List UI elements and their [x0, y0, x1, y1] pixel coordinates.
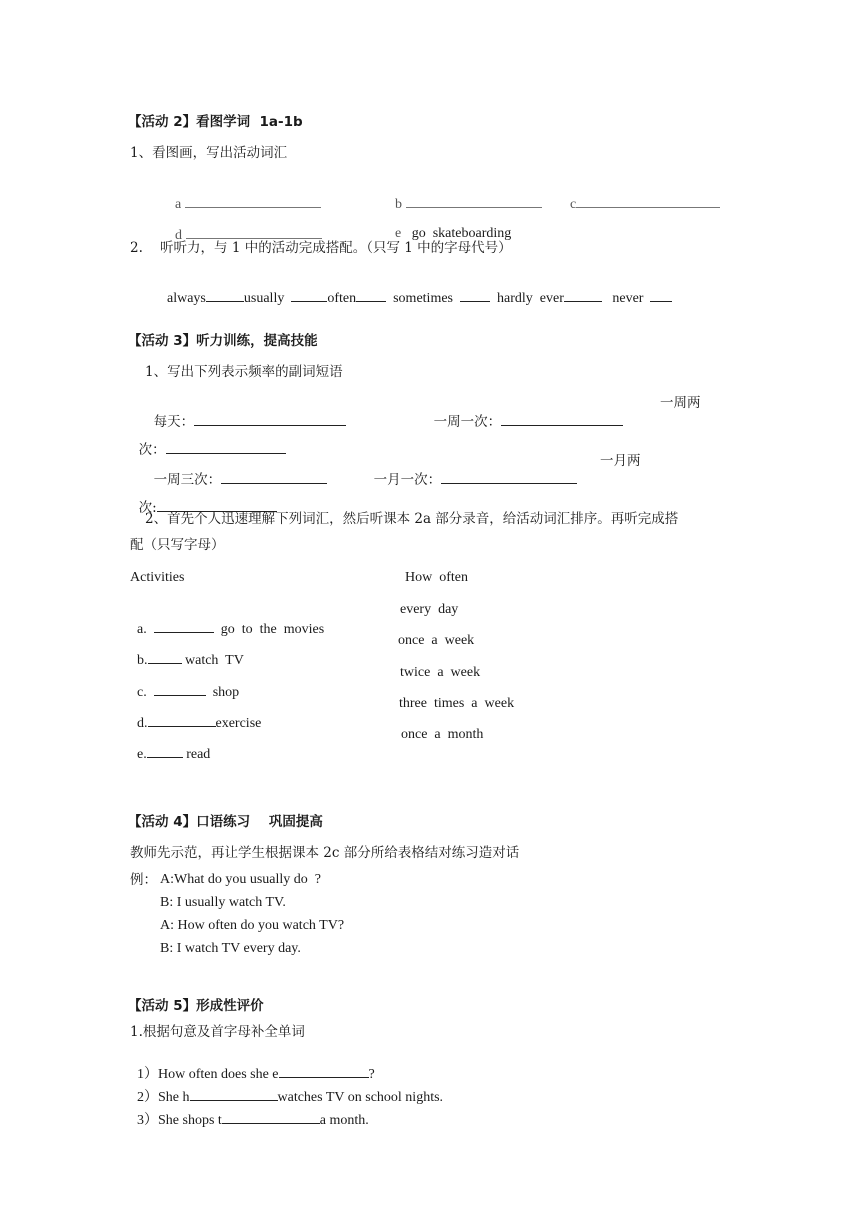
row-letter: b. [137, 653, 148, 668]
dialog-line-1: A:What do you usually do ? [160, 872, 321, 887]
row-activity: shop [212, 685, 240, 700]
activity-4-heading: 【活动 4】口语练习 巩固提高 [128, 814, 323, 830]
row-letter: e. [137, 747, 147, 762]
frequency-row [160, 270, 672, 308]
activity-2-heading: 【活动 2】看图学词 1a-1b [128, 114, 303, 130]
row-activity: exercise [215, 716, 262, 731]
item-text-before: She shops t [158, 1113, 222, 1128]
answer-line-d[interactable] [186, 225, 322, 239]
matching-row-e [130, 726, 210, 764]
answer-line-b[interactable] [406, 194, 542, 208]
activity-5-question-1: 1.根据句意及首字母补全单词 [130, 1024, 305, 1040]
dialog-line-2: B: I usually watch TV. [160, 895, 286, 910]
activity-5-heading: 【活动 5】形成性评价 [128, 998, 264, 1014]
row-letter: a. [137, 622, 147, 637]
row-blank[interactable] [154, 682, 206, 696]
column-how-often: How often [405, 570, 468, 585]
twice-week-label-2: 次： [138, 442, 166, 458]
activity-4-intro: 教师先示范，再让学生根据课本 2c 部分所给表格结对练习造对话 [130, 845, 520, 861]
item-text-after: ? [368, 1067, 375, 1082]
row-activity: read [186, 747, 211, 762]
row-blank[interactable] [154, 619, 214, 633]
answer-line-c[interactable] [576, 194, 720, 208]
freq-blank-5[interactable] [564, 288, 602, 302]
item-e [388, 207, 511, 243]
blank-c[interactable] [563, 176, 720, 214]
freq-blank-4[interactable] [460, 288, 490, 302]
twice-week-label-1: 一周两 [660, 395, 701, 411]
once-week-prompt [425, 394, 623, 431]
once-week-blank[interactable] [501, 412, 623, 426]
blank-label-b: b [395, 197, 402, 212]
freq-blank-3[interactable] [356, 288, 386, 302]
dialog-line-4: B: I watch TV every day. [160, 941, 301, 956]
activity-2-question-1: 1、看图画，写出活动词汇 [130, 145, 288, 161]
freq-always: always [167, 291, 206, 306]
freq-blank-6[interactable] [650, 288, 672, 302]
blank-label-c: c [570, 197, 577, 212]
row-blank[interactable] [148, 650, 182, 664]
activity-2-question-2: 2. 听听力，与 1 中的活动完成搭配。（只写 1 中的字母代号） [130, 240, 512, 256]
fill-item-3 [130, 1092, 369, 1130]
activity-3-question-2-line-2: 配（只写字母） [130, 537, 225, 553]
freq-blank-2[interactable] [291, 288, 327, 302]
example-label: 例： [130, 872, 157, 888]
item-label-e: e [395, 226, 402, 241]
three-week-label: 一周三次： [153, 472, 222, 488]
item-number: 2） [137, 1090, 158, 1105]
answer-line-a[interactable] [185, 194, 321, 208]
item-text-after: watches TV on school nights. [277, 1090, 444, 1105]
activity-3-heading: 【活动 3】听力训练，提高技能 [128, 333, 318, 349]
activity-3-question-2-line-1: 2、首先个人迅速理解下列词汇，然后听课本 2a 部分录音，给活动词汇排序。再听完成搭 [145, 511, 679, 527]
row-blank[interactable] [148, 713, 216, 727]
twice-month-label-2: 次: [138, 500, 157, 516]
matching-freq-d: three times a week [399, 696, 515, 711]
item-text-before: How often does she e [158, 1067, 279, 1082]
freq-often: often [327, 291, 357, 306]
freq-never: never [612, 291, 644, 306]
column-activities: Activities [130, 570, 185, 585]
row-activity: watch TV [185, 653, 244, 668]
freq-sometimes: sometimes [393, 291, 453, 306]
row-blank[interactable] [147, 744, 183, 758]
item-blank[interactable] [222, 1110, 320, 1124]
once-month-blank[interactable] [441, 470, 577, 484]
dialog-line-3: A: How often do you watch TV? [160, 918, 345, 933]
row-letter: c. [137, 685, 147, 700]
blank-label-d: d [175, 228, 182, 243]
item-number: 1） [137, 1067, 158, 1082]
item-text-before: She h [158, 1090, 190, 1105]
row-letter: d. [137, 716, 148, 731]
item-e-text: go skateboarding [411, 226, 512, 241]
once-month-prompt [365, 452, 577, 489]
once-month-label: 一月一次： [373, 472, 442, 488]
blank-label-a: a [175, 197, 182, 212]
row-activity: go to the movies [220, 622, 325, 637]
matching-freq-e: once a month [401, 727, 484, 742]
matching-freq-b: once a week [398, 633, 475, 648]
freq-blank-1[interactable] [206, 288, 244, 302]
once-week-label: 一周一次： [433, 414, 502, 430]
twice-month-label-1: 一月两 [600, 453, 641, 469]
item-text-after: a month. [319, 1113, 369, 1128]
matching-freq-a: every day [400, 602, 459, 617]
freq-usually: usually [243, 291, 285, 306]
freq-hardly-ever: hardly ever [497, 291, 564, 306]
matching-freq-c: twice a week [400, 665, 481, 680]
item-number: 3） [137, 1113, 158, 1128]
every-day-label: 每天： [153, 414, 195, 430]
activity-3-question-1: 1、写出下列表示频率的副词短语 [145, 364, 343, 380]
